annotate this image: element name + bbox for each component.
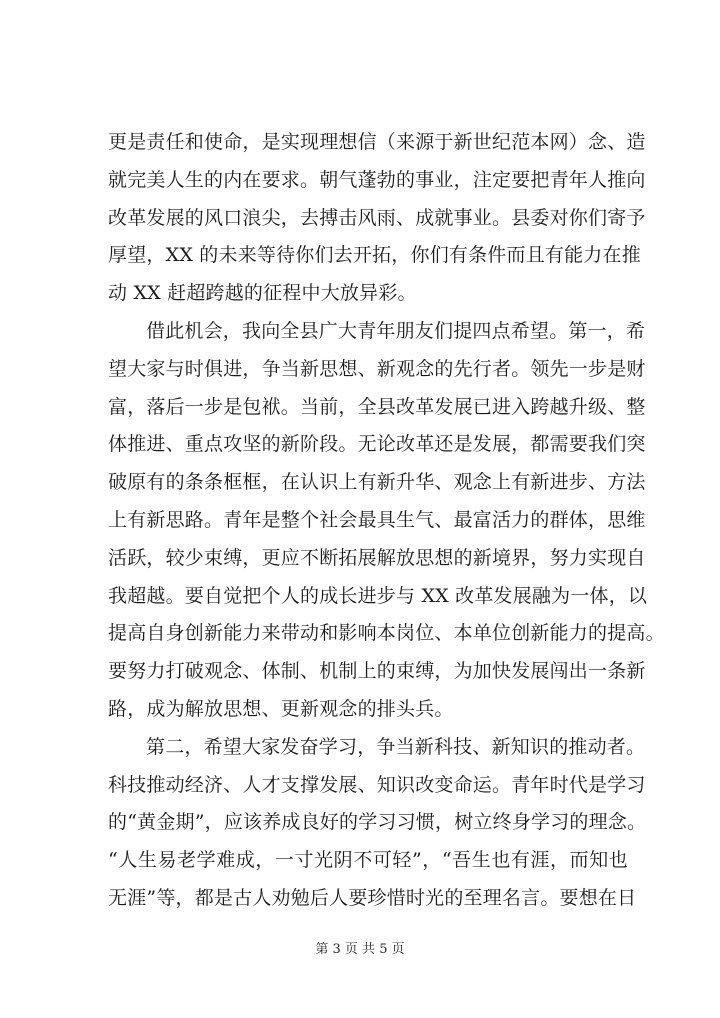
- text-line: 改革发展的风口浪尖，去搏击风雨、成就事业。县委对你们寄予: [108, 206, 646, 229]
- page-number-footer: 第 3 页 共 5 页: [315, 942, 405, 957]
- text-line: 动 XX 赶超跨越的征程中大放异彩。: [108, 282, 417, 305]
- text-line: 活跃，较少束缚，更应不断拓展解放思想的新境界，努力实现自: [108, 546, 646, 569]
- text-line: 要努力打破观念、体制、机制上的束缚，为加快发展闯出一条新: [108, 660, 646, 683]
- text-line: 厚望，XX 的未来等待你们去开拓，你们有条件而且有能力在推: [108, 244, 641, 267]
- text-line: 富，落后一步是包袱。当前，全县改革发展已进入跨越升级、整: [108, 395, 646, 418]
- text-line: 无涯”等，都是古人劝勉后人要珍惜时光的至理名言。要想在日: [108, 886, 637, 909]
- text-line: 望大家与时俱进，争当新思想、新观念的先行者。领先一步是财: [108, 357, 646, 380]
- text-line: 路，成为解放思想、更新观念的排头兵。: [108, 697, 454, 720]
- text-line: 破原有的条条框框，在认识上有新升华、观念上有新进步、方法: [108, 471, 646, 494]
- text-line: 就完美人生的内在要求。朝气蓬勃的事业，注定要把青年人推向: [108, 168, 646, 191]
- text-line: “人生易老学难成，一寸光阴不可轻”，“吾生也有涯，而知也: [108, 849, 628, 872]
- text-line: 体推进、重点攻坚的新阶段。无论改革还是发展，都需要我们突: [108, 433, 646, 456]
- paragraph-start-line: 借此机会，我向全县广大青年朋友们提四点希望。第一，希: [146, 319, 646, 342]
- text-line: 科技推动经济、人才支撑发展、知识改变命运。青年时代是学习: [108, 773, 646, 796]
- text-line: 的“黄金期”，应该养成良好的学习习惯，树立终身学习的理念。: [108, 811, 647, 834]
- text-line: 提高自身创新能力来带动和影响本岗位、本单位创新能力的提高。: [108, 622, 665, 645]
- text-line: 我超越。要自觉把个人的成长进步与 XX 改革发展融为一体，以: [108, 584, 648, 607]
- body-text: [108, 124, 665, 918]
- text-line: 更是责任和使命，是实现理想信（来源于新世纪范本网）念、造: [108, 131, 646, 153]
- paragraph-start-line: 第二，希望大家发奋学习，争当新科技、新知识的推动者。: [146, 735, 646, 758]
- text-line: 上有新思路。青年是整个社会最具生气、最富活力的群体，思维: [108, 508, 646, 531]
